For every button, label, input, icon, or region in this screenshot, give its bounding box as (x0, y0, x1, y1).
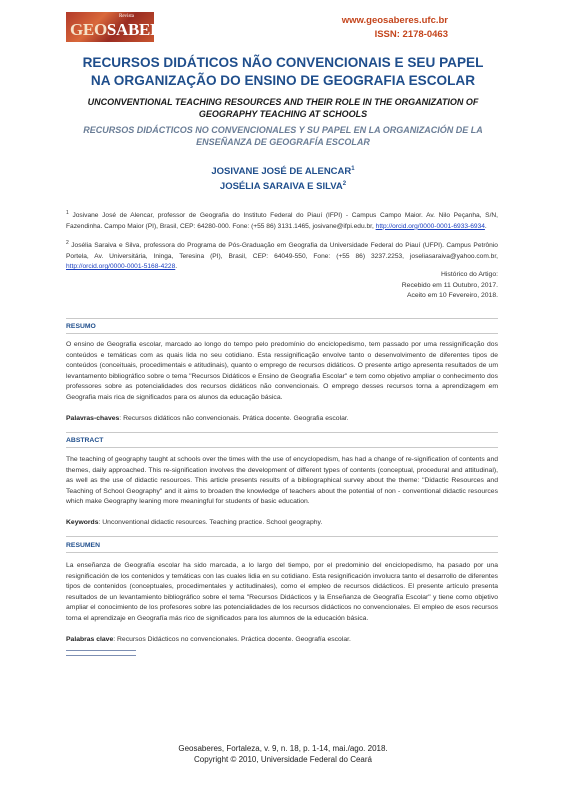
title-pt-line2: NA ORGANIZAÇÃO DO ENSINO DE GEOGRAFIA ESCOLAR (90, 73, 476, 88)
title-portuguese (40, 54, 526, 90)
abstract-heading: ABSTRACT (66, 437, 104, 444)
title-spanish (40, 124, 526, 148)
author-sup: 1 (351, 166, 355, 172)
abstract-keywords (66, 518, 498, 529)
author-name: JOSÉLIA SARAIVA E SILVA (219, 181, 343, 193)
footer-citation: Geosaberes, Fortaleza, v. 9, n. 18, p. 1-14, mai./ago. 2018. (178, 744, 388, 753)
keywords-label: Keywords (66, 519, 99, 526)
authors (40, 163, 526, 193)
author-1 (40, 163, 526, 178)
keywords-text: : Recursos didáticos não convencionais. Prática docente. Geografia escolar. (119, 415, 349, 422)
keywords-label: Palavras-chaves (66, 415, 120, 422)
affiliation-text: Josivane José de Alencar, professor de Geografia do Instituto Federal do Piauí (IFPI) - Campus Campo Maior. Av. Nilo Peçanha, S/N, Fazendinha. Campo Maior (PI), Brasil, CEP: 64280-000. Fone: (+55 86) 3131.1465, josivane@ifpi.edu.br, (66, 212, 498, 230)
affiliation-sup: 1 (66, 210, 69, 216)
author-sup: 2 (342, 181, 347, 188)
affiliation-text: Josélia Saraiva e Silva, professora do Programa de Pós-Graduação em Geografia da Universidade Federal do Piauí (UFPI). Campus Petrônio Portela, Av. Universitária, Ininga, Teresina (PI), Brasil, CEP: 64049-550, Fone: (+55 86) 3237.2253, joseliasaraiva@yahoo.com.br, (66, 242, 498, 260)
title-es-line2: ENSEÑANZA DE GEOGRAFÍA ESCOLAR (196, 137, 370, 147)
end-rule-2 (66, 655, 136, 656)
resumen-heading: RESUMEN (66, 542, 100, 549)
divider (66, 536, 498, 537)
site-url[interactable]: www.geosaberes.ufc.br (341, 15, 448, 26)
orcid-link[interactable]: http://orcid.org/0000-0001-6933-6934 (375, 222, 485, 230)
history-received: Recebido em 11 Outubro, 2017. (401, 281, 498, 289)
history-label: Histórico do Artigo: (440, 271, 498, 278)
affiliation-2 (66, 238, 498, 273)
keywords-text: : Recursos Didácticos no convencionales. Práctica docente. Geografía escolar. (113, 636, 351, 643)
orcid-link[interactable]: http://orcid.org/0000-0001-5168-4228 (66, 263, 176, 271)
divider (66, 333, 498, 334)
issn: ISSN: 2178-0463 (374, 29, 448, 40)
keywords-text: : Unconventional didactic resources. Teaching practice. School geography. (98, 519, 323, 526)
history-accepted: Aceito em 10 Fevereiro, 2018. (406, 292, 498, 299)
affiliation-1 (66, 208, 498, 232)
abstract-text: The teaching of geography taught at schools over the times with the use of encyclopedism, has had a change of re-signification of contents and themes, daily approached. This re-signification involves the development of different types of contents (conceptual, procedural and attitudinal), as well as the use of didactic resources. This article presents results of a bibliographical survey about the theme: "Didactic Resources and Teaching of School Geography" and it aims to broaden the knowledge of teachers about the potential of non - conventional didactic resources which make Geography leaning more meaningful for students of basic education. (66, 456, 498, 506)
author-name: JOSIVANE JOSÉ DE ALENCAR (211, 166, 352, 178)
resumo-heading: RESUMO (66, 323, 96, 330)
resumen-keywords (66, 635, 498, 646)
logo-geo-text: GEO (70, 20, 107, 39)
title-en-line1: UNCONVENTIONAL TEACHING RESOURCES AND THEIR ROLE IN THE ORGANIZATION OF (87, 97, 479, 107)
title-pt-line1: RECURSOS DIDÁTICOS NÃO CONVENCIONAIS E SEU PAPEL (82, 55, 484, 70)
header-info (342, 14, 448, 42)
resumo-text: O ensino de Geografia escolar, marcado ao longo do tempo pelo predomínio do enciclopedismo, tem passado por uma ressignificação dos conteúdos e temáticas com as quais lida no seu cotidiano. Esta ressignificação envolve tanto o desenvolvimento de diferentes tipos de conteúdos (conceituais, procedimentais e atitudinais), quanto o emprego de recursos didáticos. O presente artigo apresenta resultados de um levantamento bibliográfico sobre o tema "Recursos Didáticos e Ensino de Geografia Escolar" e tem como objetivo ampliar o conhecimento dos professores sobre as potencialidades dos recursos didáticos não convencionais. O emprego desses recursos torna a aprendizagem em Geografia mais rica de significados para os alunos da educação básica. (66, 341, 498, 401)
journal-logo (66, 12, 183, 42)
footer-copyright: Copyright © 2010, Universidade Federal do Ceará (194, 755, 372, 764)
title-english (40, 96, 526, 120)
affiliation-tail: . (484, 222, 487, 230)
title-en-line2: GEOGRAPHY TEACHING AT SCHOOLS (198, 109, 368, 119)
divider (66, 447, 498, 448)
logo-saberes-text: SABERES (106, 20, 183, 39)
resumen-text: La enseñanza de Geografía escolar ha sido marcada, a lo largo del tiempo, por el predominio del enciclopedismo, ha pasado por una resignificación de los contenidos y temáticas con las cuales lidia en su cotidiano. Esta resignificación involucra tanto el desarrollo de diferentes tipos de contenidos (conceptuales, procedimentales y actitudinales), como el empleo de recursos didácticos. El presente artículo presenta resultados de un levantamiento bibliográfico sobre el tema "Recursos Didácticos y la Enseñanza de Geografía Escolar" y tiene como objetivo ampliar el conocimiento de los profesores sobre las potencialidades de los recursos didácticos no convencionales. El empleo de esos recursos torna el aprendizaje en Geografía más rico de significados para los alumnos de la educación básica. (66, 562, 498, 622)
resumo-keywords (66, 414, 498, 425)
divider (66, 318, 498, 319)
title-es-line1: RECURSOS DIDÁCTICOS NO CONVENCIONALES Y SU PAPEL EN LA ORGANIZACIÓN DE LA (83, 125, 483, 135)
affiliation-sup: 2 (66, 240, 69, 246)
affiliation-tail: . (175, 263, 178, 271)
keywords-label: Palabras clave (66, 636, 114, 643)
end-rule-1 (66, 650, 136, 651)
author-2 (40, 178, 526, 193)
divider (66, 432, 498, 433)
logo-revista-text: Revista (119, 14, 134, 19)
article-history (402, 270, 498, 302)
logo-wordmark (70, 20, 182, 40)
page-footer (0, 743, 566, 765)
divider (66, 552, 498, 553)
